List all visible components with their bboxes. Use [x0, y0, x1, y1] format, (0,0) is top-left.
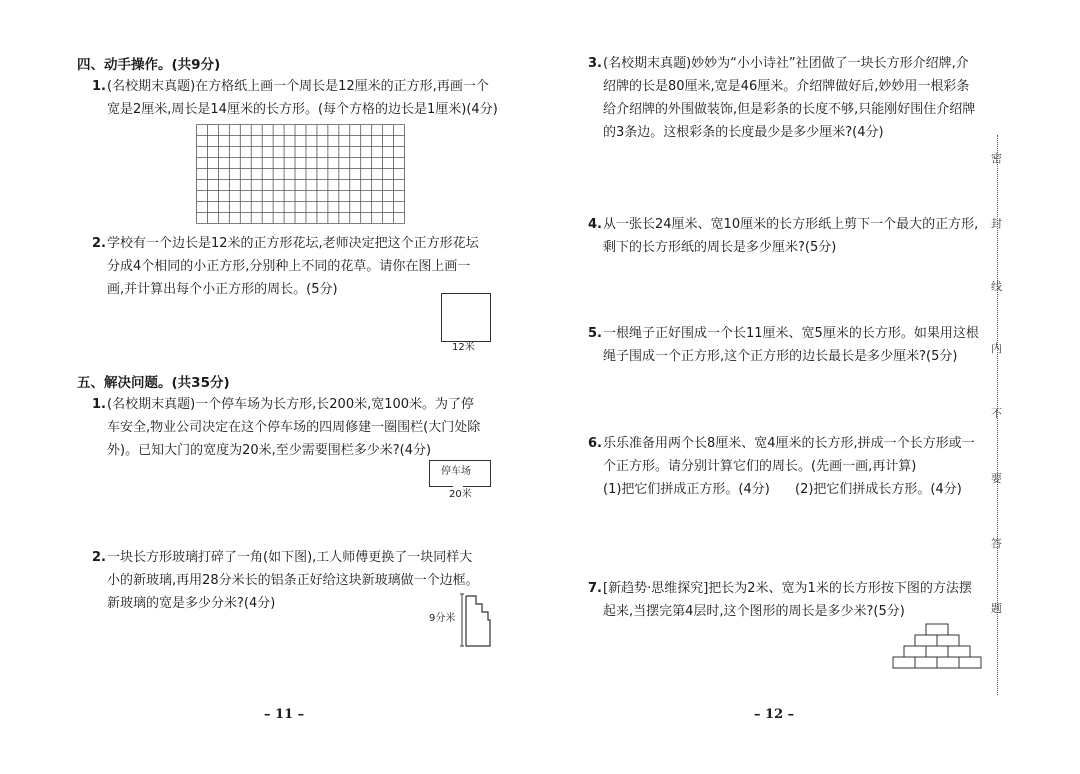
sub-question-2: (2)把它们拼成长方形。(4分)	[795, 482, 962, 497]
question-number: 3.	[588, 56, 602, 71]
figure-label: 12米	[452, 342, 475, 353]
binding-char: 要	[991, 472, 1002, 485]
question-text: 画,并计算出每个小正方形的周长。(5分)	[107, 282, 338, 297]
question-number: 2.	[92, 550, 106, 565]
question-text: 一块长方形玻璃打碎了一角(如下图),工人师傅更换了一块同样大	[107, 550, 473, 565]
binding-char: 密	[991, 152, 1002, 165]
binding-char: 封	[991, 217, 1002, 230]
question-text: 给介绍牌的外围做装饰,但是彩条的长度不够,只能刚好围住介绍牌	[603, 102, 976, 117]
page-number-right: – 12 –	[754, 707, 795, 722]
glass-height-label: 9分米	[429, 613, 456, 624]
section-5-title: 五、解决问题。(共35分)	[77, 375, 230, 391]
binding-char: 线	[991, 280, 1002, 293]
gate-gap	[453, 484, 463, 487]
binding-char: 题	[991, 602, 1002, 615]
question-text: (名校期末真题)一个停车场为长方形,长200米,宽100米。为了停	[107, 397, 475, 412]
question-text: 车安全,物业公司决定在这个停车场的四周修建一圈围栏(大门处除	[107, 420, 481, 435]
question-text: 宽是2厘米,周长是14厘米的长方形。(每个方格的边长是1厘米)(4分)	[107, 102, 498, 117]
section-4-title: 四、动手操作。(共9分)	[77, 57, 221, 73]
question-text: [新趋势·思维探究]把长为2米、宽为1米的长方形按下图的方法摆	[603, 581, 972, 596]
grid-paper[interactable]	[196, 124, 405, 224]
question-text: 个正方形。请分别计算它们的周长。(先画一画,再计算)	[603, 459, 917, 474]
question-number: 2.	[92, 236, 106, 251]
question-text: 新玻璃的宽是多少分米?(4分)	[107, 596, 276, 611]
binding-char: 答	[991, 537, 1002, 550]
gate-label: 20米	[449, 489, 472, 500]
parking-lot-label: 停车场	[441, 466, 471, 477]
question-text: 学校有一个边长是12米的正方形花坛,老师决定把这个正方形花坛	[107, 236, 479, 251]
question-text: 绍牌的长是80厘米,宽是46厘米。介绍牌做好后,妙妙用一根彩条	[603, 79, 970, 94]
question-text: (名校期末真题)在方格纸上画一个周长是12厘米的正方形,再画一个	[107, 79, 489, 94]
question-number: 5.	[588, 326, 602, 341]
question-text: 一根绳子正好围成一个长11厘米、宽5厘米的长方形。如果用这根	[603, 326, 979, 341]
question-text: 小的新玻璃,再用28分米长的铝条正好给这块新玻璃做一个边框。	[107, 573, 479, 588]
question-number: 7.	[588, 581, 602, 596]
binding-char: 不	[991, 407, 1002, 420]
broken-glass-figure	[460, 592, 500, 648]
page-number-left: – 11 –	[264, 707, 305, 722]
square-flowerbed-figure[interactable]	[441, 293, 491, 342]
binding-char: 内	[991, 342, 1002, 355]
question-text: 乐乐准备用两个长8厘米、宽4厘米的长方形,拼成一个长方形或一	[603, 436, 975, 451]
stacked-rectangles-figure	[892, 622, 984, 670]
question-number: 1.	[92, 397, 106, 412]
question-number: 1.	[92, 79, 106, 94]
question-text: 绳子围成一个正方形,这个正方形的边长最长是多少厘米?(5分)	[603, 349, 958, 364]
question-text: 剩下的长方形纸的周长是多少厘米?(5分)	[603, 240, 837, 255]
question-number: 4.	[588, 217, 602, 232]
question-text: 起来,当摆完第4层时,这个图形的周长是多少米?(5分)	[603, 604, 905, 619]
question-text: 从一张长24厘米、宽10厘米的长方形纸上剪下一个最大的正方形,	[603, 217, 979, 232]
question-text: 的3条边。这根彩条的长度最少是多少厘米?(4分)	[603, 125, 884, 140]
question-number: 6.	[588, 436, 602, 451]
sub-question-1: (1)把它们拼成正方形。(4分)	[603, 482, 770, 497]
question-text: 分成4个相同的小正方形,分别种上不同的花草。请你在图上画一	[107, 259, 471, 274]
question-text: (名校期末真题)妙妙为“小小诗社”社团做了一块长方形介绍牌,介	[603, 56, 969, 71]
question-text: 外)。已知大门的宽度为20米,至少需要围栏多少米?(4分)	[107, 443, 432, 458]
